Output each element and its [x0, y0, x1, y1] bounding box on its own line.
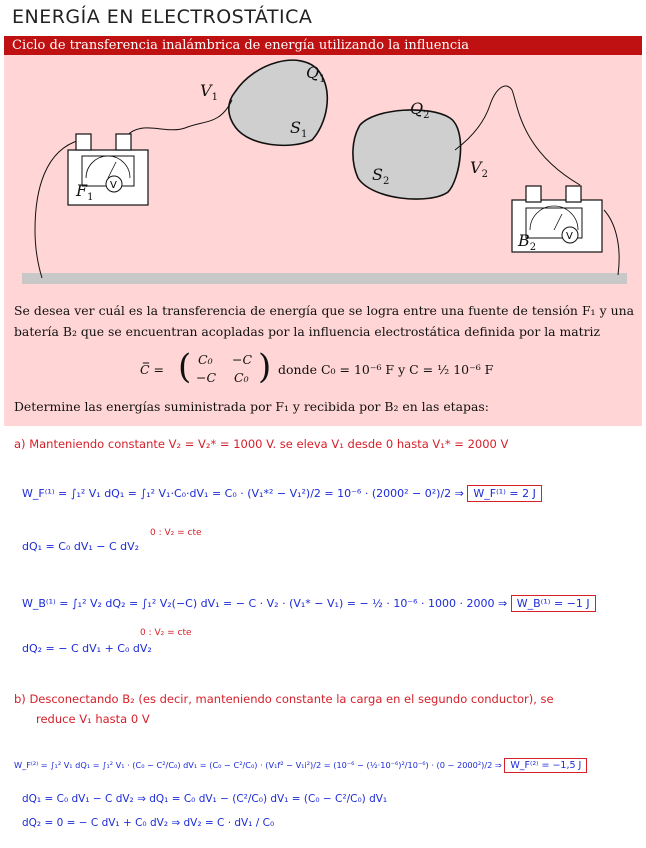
matrix-lhs: C̿ =	[140, 362, 165, 377]
matrix-m22: C₀	[234, 370, 249, 385]
task-statement: Determine las energías suministrada por F₁ y recibida por B₂ en las etapas:	[14, 399, 489, 414]
part-b-title: b) Desconectando B₂ (es decir, manteniendo constante la carga en el segundo conductor), se	[14, 692, 554, 706]
part-a-eq2: dQ₁ = C₀ dV₁ − C dV₂	[22, 540, 140, 553]
result-wf1: W_F⁽¹⁾ = 2 J	[467, 485, 541, 502]
label-s2: $S_2$	[372, 165, 390, 187]
wire-s1-f1	[125, 100, 232, 138]
label-f1: $F_1$	[76, 181, 94, 203]
part-a-note2: 0 : V₂ = cte	[140, 628, 192, 638]
matrix-rest: donde C₀ = 10⁻⁶ F y C = ½ 10⁻⁶ F	[278, 362, 494, 377]
label-b2: $B_2$	[518, 231, 537, 253]
meter1-label: V	[110, 180, 117, 191]
matrix-m11: C₀	[198, 352, 213, 367]
part-a-eq1	[22, 487, 542, 500]
label-v1: $V_1$	[200, 81, 218, 103]
ground-plane	[22, 273, 627, 284]
part-b-eq2: dQ₁ = C₀ dV₁ − C dV₂ ⇒ dQ₁ = C₀ dV₁ − (C²/C₀) dV₁ = (C₀ − C²/C₀) dV₁	[22, 793, 388, 805]
part-b-title2: reduce V₁ hasta 0 V	[36, 712, 150, 726]
part-a-eq3-text: W_B⁽¹⁾ = ∫₁² V₂ dQ₂ = ∫₁² V₂(−C) dV₁ = − C · V₂ · (V₁* − V₁) = − ½ · 10⁻⁶ · 1000 · 2000 ⇒	[22, 597, 508, 610]
part-b-eq3: dQ₂ = 0 = − C dV₁ + C₀ dV₂ ⇒ dV₂ = C · dV₁ / C₀	[22, 817, 275, 829]
wire-b2-ground	[604, 210, 619, 275]
part-a-eq1-text: W_F⁽¹⁾ = ∫₁² V₁ dQ₁ = ∫₁² V₁·C₀·dV₁ = C₀ · (V₁*² − V₁²)/2 = 10⁻⁶ · (2000² − 0²)/2 ⇒	[22, 487, 464, 500]
circuit-figure	[0, 0, 646, 300]
part-a-eq3	[22, 597, 596, 610]
part-b-eq1-text: W_F⁽²⁾ = ∫₁² V₁ dQ₁ = ∫₁² V₁ · (C₀ − C²/C₀) dV₁ = (C₀ − C²/C₀) · (V₁f² − V₁i²)/2 = (10⁻⁶ − (½·10⁻⁶)²/10⁻⁶) · (0 − 2000²)/2 ⇒	[14, 760, 502, 770]
part-a-eq4: dQ₂ = − C dV₁ + C₀ dV₂	[22, 642, 152, 655]
label-q1: $Q_1$	[306, 63, 326, 85]
result-wf2: W_F⁽²⁾ = −1,5 J	[504, 758, 587, 773]
result-wb1: W_B⁽¹⁾ = −1 J	[511, 595, 596, 612]
problem-intro: Se desea ver cuál es la transferencia de energía que se logra entre una fuente de tensión F₁ y una batería B₂ que se encuentran acopladas por la influencia electrostática definida por la matriz	[14, 303, 634, 339]
label-s1: $S_1$	[290, 118, 308, 140]
part-b-eq1	[14, 760, 587, 771]
part-a-note1: 0 : V₂ = cte	[150, 528, 202, 538]
meter2-label: V	[566, 231, 573, 242]
matrix-formula	[140, 347, 560, 390]
section-banner: Ciclo de transferencia inalámbrica de energía utilizando la influencia	[4, 36, 642, 55]
matrix-m12: −C	[232, 352, 253, 367]
page-title: ENERGÍA EN ELECTROSTÁTICA	[12, 6, 313, 28]
label-q2: $Q_2$	[410, 99, 430, 121]
paren-right: )	[258, 347, 272, 387]
conductor-s2	[353, 110, 461, 199]
part-a-title: a) Manteniendo constante V₂ = V₂* = 1000 V. se eleva V₁ desde 0 hasta V₁* = 2000 V	[14, 437, 509, 451]
label-v2: $V_2$	[470, 158, 488, 180]
matrix-m21: −C	[196, 370, 217, 385]
paren-left: (	[178, 347, 192, 387]
